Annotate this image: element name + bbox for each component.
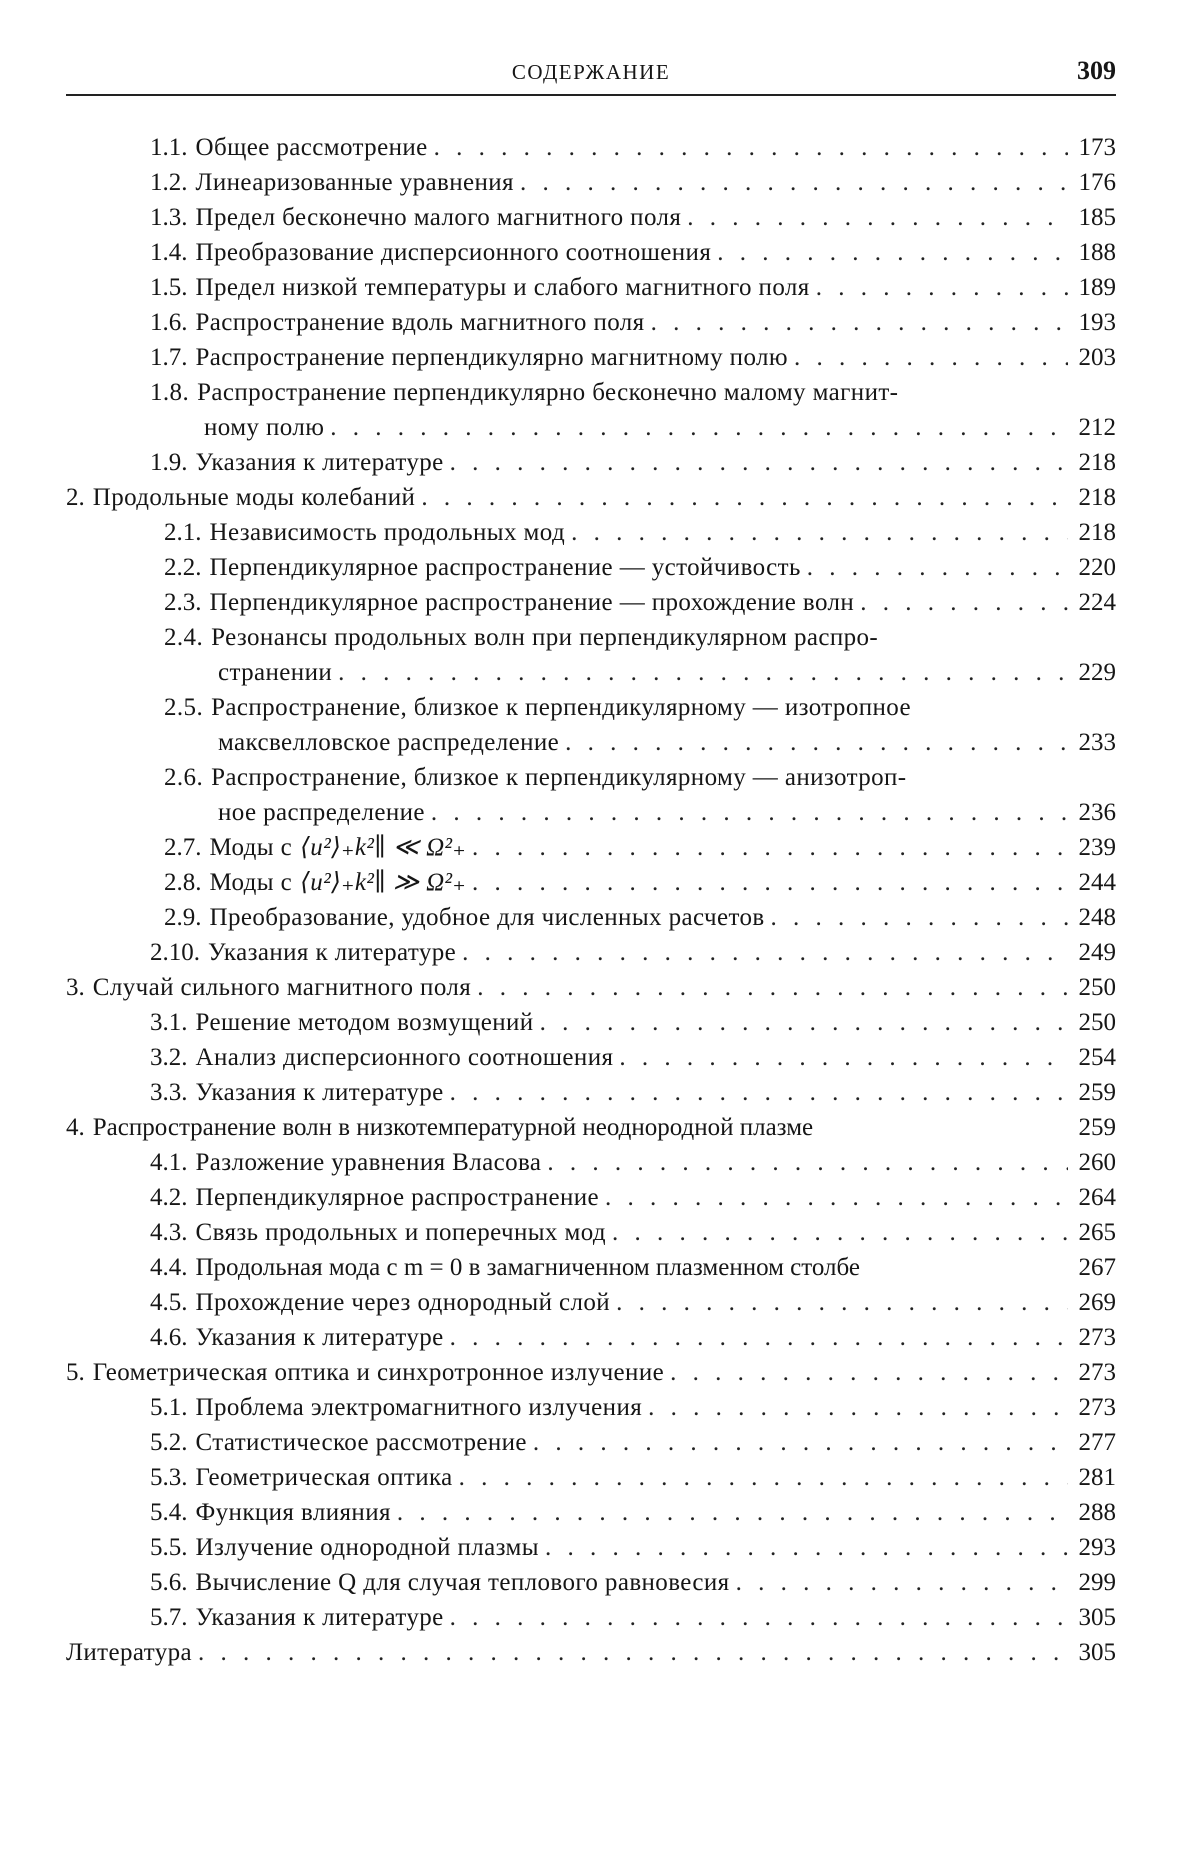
entry-number: 1.9. [150, 449, 188, 476]
entry-page: 224 [1078, 589, 1116, 616]
dot-leader [330, 411, 1068, 445]
toc-chapter [66, 1111, 1116, 1145]
dot-leader [571, 516, 1068, 550]
toc-entry [150, 1146, 1116, 1180]
dot-leader [547, 1146, 1068, 1180]
entry-page: 189 [1078, 274, 1116, 301]
chapter-title: Литература [66, 1639, 192, 1666]
entry-title-line2: странении [218, 659, 333, 686]
chapter-title: Продольные моды колебаний [92, 484, 416, 511]
entry-page: 248 [1078, 904, 1116, 931]
entry-title: Моды с [209, 834, 293, 861]
dot-leader [670, 1356, 1068, 1390]
chapter-number: 2. [66, 484, 85, 511]
toc-entry [150, 1496, 1116, 1530]
toc-entry [150, 1531, 1116, 1565]
entry-page: 220 [1078, 554, 1116, 581]
entry-page: 185 [1078, 204, 1116, 231]
toc-entry [204, 411, 1116, 445]
toc-entry [150, 1251, 1116, 1285]
entry-number: 1.4. [150, 239, 188, 266]
dot-leader [198, 1636, 1068, 1670]
entry-page: 233 [1078, 729, 1116, 756]
entry-number: 4.5. [150, 1289, 188, 1316]
entry-page: 173 [1078, 134, 1116, 161]
toc-entry [150, 271, 1116, 305]
entry-title: Моды с [209, 869, 293, 896]
toc-entry [150, 1566, 1116, 1600]
entry-page: 273 [1078, 1324, 1116, 1351]
entry-title: Перпендикулярное распространение — устойчивость [209, 554, 801, 581]
toc-chapter [66, 1636, 1116, 1670]
entry-page: 250 [1078, 974, 1116, 1001]
entry-page: 259 [1078, 1079, 1116, 1106]
dot-leader [794, 341, 1068, 375]
entry-page: 305 [1078, 1639, 1116, 1666]
toc-entry [150, 1076, 1116, 1110]
entry-title: Вычисление Q для случая теплового равновесия [195, 1569, 730, 1596]
entry-number: 2.6. [164, 764, 204, 791]
toc-chapter [66, 971, 1116, 1005]
toc-entry [150, 936, 1116, 970]
toc-entry [150, 1181, 1116, 1215]
dot-leader [472, 866, 1068, 900]
entry-number: 5.4. [150, 1499, 188, 1526]
entry-title-line1: Резонансы продольных волн при перпендикулярном распро- [211, 624, 879, 651]
entry-page: 281 [1078, 1464, 1116, 1491]
toc-entry [150, 131, 1116, 165]
dot-leader [397, 1496, 1068, 1530]
toc-entry [218, 656, 1116, 690]
toc-entry [150, 1006, 1116, 1040]
entry-number: 3.2. [150, 1044, 188, 1071]
entry-page: 203 [1078, 344, 1116, 371]
entry-number: 2.1. [164, 519, 202, 546]
entry-page: 176 [1078, 169, 1116, 196]
entry-number: 2.7. [164, 834, 202, 861]
toc-entry [218, 796, 1116, 830]
toc-entry-first-line [164, 691, 1055, 725]
entry-title-line2: ное распределение [218, 799, 425, 826]
entry-title: Распространение вдоль магнитного поля [195, 309, 645, 336]
entry-title: Перпендикулярное распространение — прохождение волн [209, 589, 855, 616]
dot-leader [816, 271, 1068, 305]
chapter-number: 4. [66, 1114, 85, 1141]
entry-title: Указания к литературе [208, 939, 457, 966]
dot-leader [807, 551, 1068, 585]
chapter-number: 3. [66, 974, 85, 1001]
dot-leader [421, 481, 1068, 515]
entry-page: 239 [1078, 834, 1116, 861]
entry-title-line1: Распространение, близкое к перпендикулярному — изотропное [211, 694, 911, 721]
entry-title: Преобразование, удобное для численных расчетов [209, 904, 765, 931]
toc-entry [150, 341, 1116, 375]
entry-title: Указания к литературе [195, 1324, 444, 1351]
entry-formula: ⟨u²⟩₊k²∥ ≪ Ω²₊ [300, 834, 467, 861]
chapter-title: Распространение волн в низкотемпературной неоднородной плазме [92, 1114, 814, 1141]
entry-page: 254 [1078, 1044, 1116, 1071]
entry-title: Независимость продольных мод [209, 519, 566, 546]
toc-entry [150, 1286, 1116, 1320]
entry-number: 2.5. [164, 694, 204, 721]
entry-title: Линеаризованные уравнения [195, 169, 514, 196]
entry-number: 3.3. [150, 1079, 188, 1106]
entry-number: 4.2. [150, 1184, 188, 1211]
entry-number: 5.5. [150, 1534, 188, 1561]
dot-leader [717, 236, 1068, 270]
entry-page: 260 [1078, 1149, 1116, 1176]
toc-entry [150, 1461, 1116, 1495]
entry-title: Геометрическая оптика [195, 1464, 453, 1491]
entry-number: 1.2. [150, 169, 188, 196]
dot-leader [619, 1041, 1068, 1075]
entry-number: 5.2. [150, 1429, 188, 1456]
entry-number: 3.1. [150, 1009, 188, 1036]
toc-entry [150, 1426, 1116, 1460]
entry-title-line2: ному полю [204, 414, 325, 441]
dot-leader [651, 306, 1068, 340]
entry-page: 299 [1078, 1569, 1116, 1596]
toc-entry-first-line [150, 376, 1055, 410]
chapter-title: Случай сильного магнитного поля [92, 974, 472, 1001]
entry-title: Перпендикулярное распространение [195, 1184, 600, 1211]
entry-page: 259 [1078, 1114, 1116, 1141]
entry-page: 277 [1078, 1429, 1116, 1456]
dot-leader [450, 1321, 1068, 1355]
entry-page: 218 [1078, 484, 1116, 511]
toc-entry [218, 726, 1116, 760]
toc-entry [150, 1041, 1116, 1075]
entry-title-line1: Распространение перпендикулярно бесконечно малому магнит- [197, 379, 899, 406]
entry-page: 269 [1078, 1289, 1116, 1316]
entry-title: Продольная мода с m = 0 в замагниченном плазменном столбе [195, 1254, 861, 1281]
dot-leader [434, 131, 1068, 165]
dot-leader [771, 901, 1068, 935]
toc-entry [164, 586, 1116, 620]
entry-title: Указания к литературе [195, 1079, 444, 1106]
toc-entry [164, 516, 1116, 550]
dot-leader [459, 1461, 1068, 1495]
entry-formula: ⟨u²⟩₊k²∥ ≫ Ω²₊ [300, 869, 467, 896]
chapter-number: 5. [66, 1359, 85, 1386]
entry-title: Предел низкой температуры и слабого магнитного поля [195, 274, 810, 301]
entry-title: Указания к литературе [195, 1604, 444, 1631]
dot-leader [605, 1181, 1068, 1215]
chapter-title: Геометрическая оптика и синхротронное излучение [92, 1359, 665, 1386]
entry-number: 1.1. [150, 134, 188, 161]
toc-entry [164, 901, 1116, 935]
entry-title: Связь продольных и поперечных мод [195, 1219, 607, 1246]
dot-leader [477, 971, 1068, 1005]
toc-entry-first-line [164, 621, 1055, 655]
entry-page: 212 [1078, 414, 1116, 441]
dot-leader [648, 1391, 1068, 1425]
entry-title: Анализ дисперсионного соотношения [195, 1044, 614, 1071]
entry-title: Предел бесконечно малого магнитного поля [195, 204, 682, 231]
entry-number: 4.6. [150, 1324, 188, 1351]
entry-number: 1.5. [150, 274, 188, 301]
toc-entry [150, 1216, 1116, 1250]
entry-page: 264 [1078, 1184, 1116, 1211]
page-number: 309 [1077, 56, 1116, 85]
entry-page: 218 [1078, 449, 1116, 476]
toc-entry [164, 551, 1116, 585]
entry-title: Общее рассмотрение [195, 134, 428, 161]
entry-page: 244 [1078, 869, 1116, 896]
entry-number: 5.3. [150, 1464, 188, 1491]
entry-page: 236 [1078, 799, 1116, 826]
toc-entry-first-line [164, 761, 1055, 795]
entry-page: 288 [1078, 1499, 1116, 1526]
entry-title: Проблема электромагнитного излучения [195, 1394, 643, 1421]
dot-leader [472, 831, 1068, 865]
entry-number: 2.10. [150, 939, 200, 966]
dot-leader [545, 1531, 1068, 1565]
toc-entry [150, 1391, 1116, 1425]
entry-title-line2: максвелловское распределение [218, 729, 560, 756]
entry-title: Распространение перпендикулярно магнитному полю [195, 344, 788, 371]
entry-title: Преобразование дисперсионного соотношения [195, 239, 712, 266]
entry-number: 1.8. [150, 379, 190, 406]
entry-page: 267 [1078, 1254, 1116, 1281]
entry-number: 2.9. [164, 904, 202, 931]
entry-page: 188 [1078, 239, 1116, 266]
entry-page: 229 [1078, 659, 1116, 686]
entry-page: 249 [1078, 939, 1116, 966]
entry-number: 5.6. [150, 1569, 188, 1596]
entry-page: 293 [1078, 1534, 1116, 1561]
dot-leader [431, 796, 1068, 830]
entry-title: Статистическое рассмотрение [195, 1429, 527, 1456]
entry-title: Излучение однородной плазмы [195, 1534, 539, 1561]
entry-number: 4.4. [150, 1254, 188, 1281]
dot-leader [616, 1286, 1068, 1320]
dot-leader [450, 446, 1068, 480]
toc-entry [150, 236, 1116, 270]
dot-leader [520, 166, 1068, 200]
dot-leader [736, 1566, 1068, 1600]
entry-title: Функция влияния [195, 1499, 391, 1526]
dot-leader [565, 726, 1068, 760]
toc-chapter [66, 1356, 1116, 1390]
toc-entry [150, 446, 1116, 480]
entry-page: 193 [1078, 309, 1116, 336]
entry-number: 5.1. [150, 1394, 188, 1421]
dot-leader [540, 1006, 1068, 1040]
toc-entry [150, 306, 1116, 340]
entry-number: 1.6. [150, 309, 188, 336]
dot-leader [450, 1076, 1068, 1110]
entry-page: 265 [1078, 1219, 1116, 1246]
toc-entry [150, 1321, 1116, 1355]
toc-entry [164, 866, 1116, 900]
entry-page: 250 [1078, 1009, 1116, 1036]
entry-number: 2.4. [164, 624, 204, 651]
dot-leader [533, 1426, 1068, 1460]
dot-leader [612, 1216, 1068, 1250]
entry-title-line1: Распространение, близкое к перпендикулярному — анизотроп- [211, 764, 907, 791]
entry-number: 1.7. [150, 344, 188, 371]
entry-title: Прохождение через однородный слой [195, 1289, 611, 1316]
entry-number: 2.3. [164, 589, 202, 616]
entry-number: 2.8. [164, 869, 202, 896]
entry-number: 4.1. [150, 1149, 188, 1176]
dot-leader [462, 936, 1068, 970]
entry-number: 4.3. [150, 1219, 188, 1246]
entry-page: 218 [1078, 519, 1116, 546]
entry-number: 2.2. [164, 554, 202, 581]
dot-leader [860, 586, 1068, 620]
entry-page: 273 [1078, 1394, 1116, 1421]
dot-leader [450, 1601, 1068, 1635]
dot-leader [687, 201, 1068, 235]
entry-page: 273 [1078, 1359, 1116, 1386]
toc-entry [150, 201, 1116, 235]
running-title: СОДЕРЖАНИЕ [511, 60, 671, 84]
entry-title: Разложение уравнения Власова [195, 1149, 542, 1176]
toc-chapter [66, 481, 1116, 515]
entry-number: 1.3. [150, 204, 188, 231]
toc-entry [150, 1601, 1116, 1635]
toc-entry [150, 166, 1116, 200]
toc-entry [164, 831, 1116, 865]
entry-page: 305 [1078, 1604, 1116, 1631]
dot-leader [338, 656, 1068, 690]
entry-title: Указания к литературе [195, 449, 444, 476]
entry-number: 5.7. [150, 1604, 188, 1631]
entry-title: Решение методом возмущений [195, 1009, 534, 1036]
